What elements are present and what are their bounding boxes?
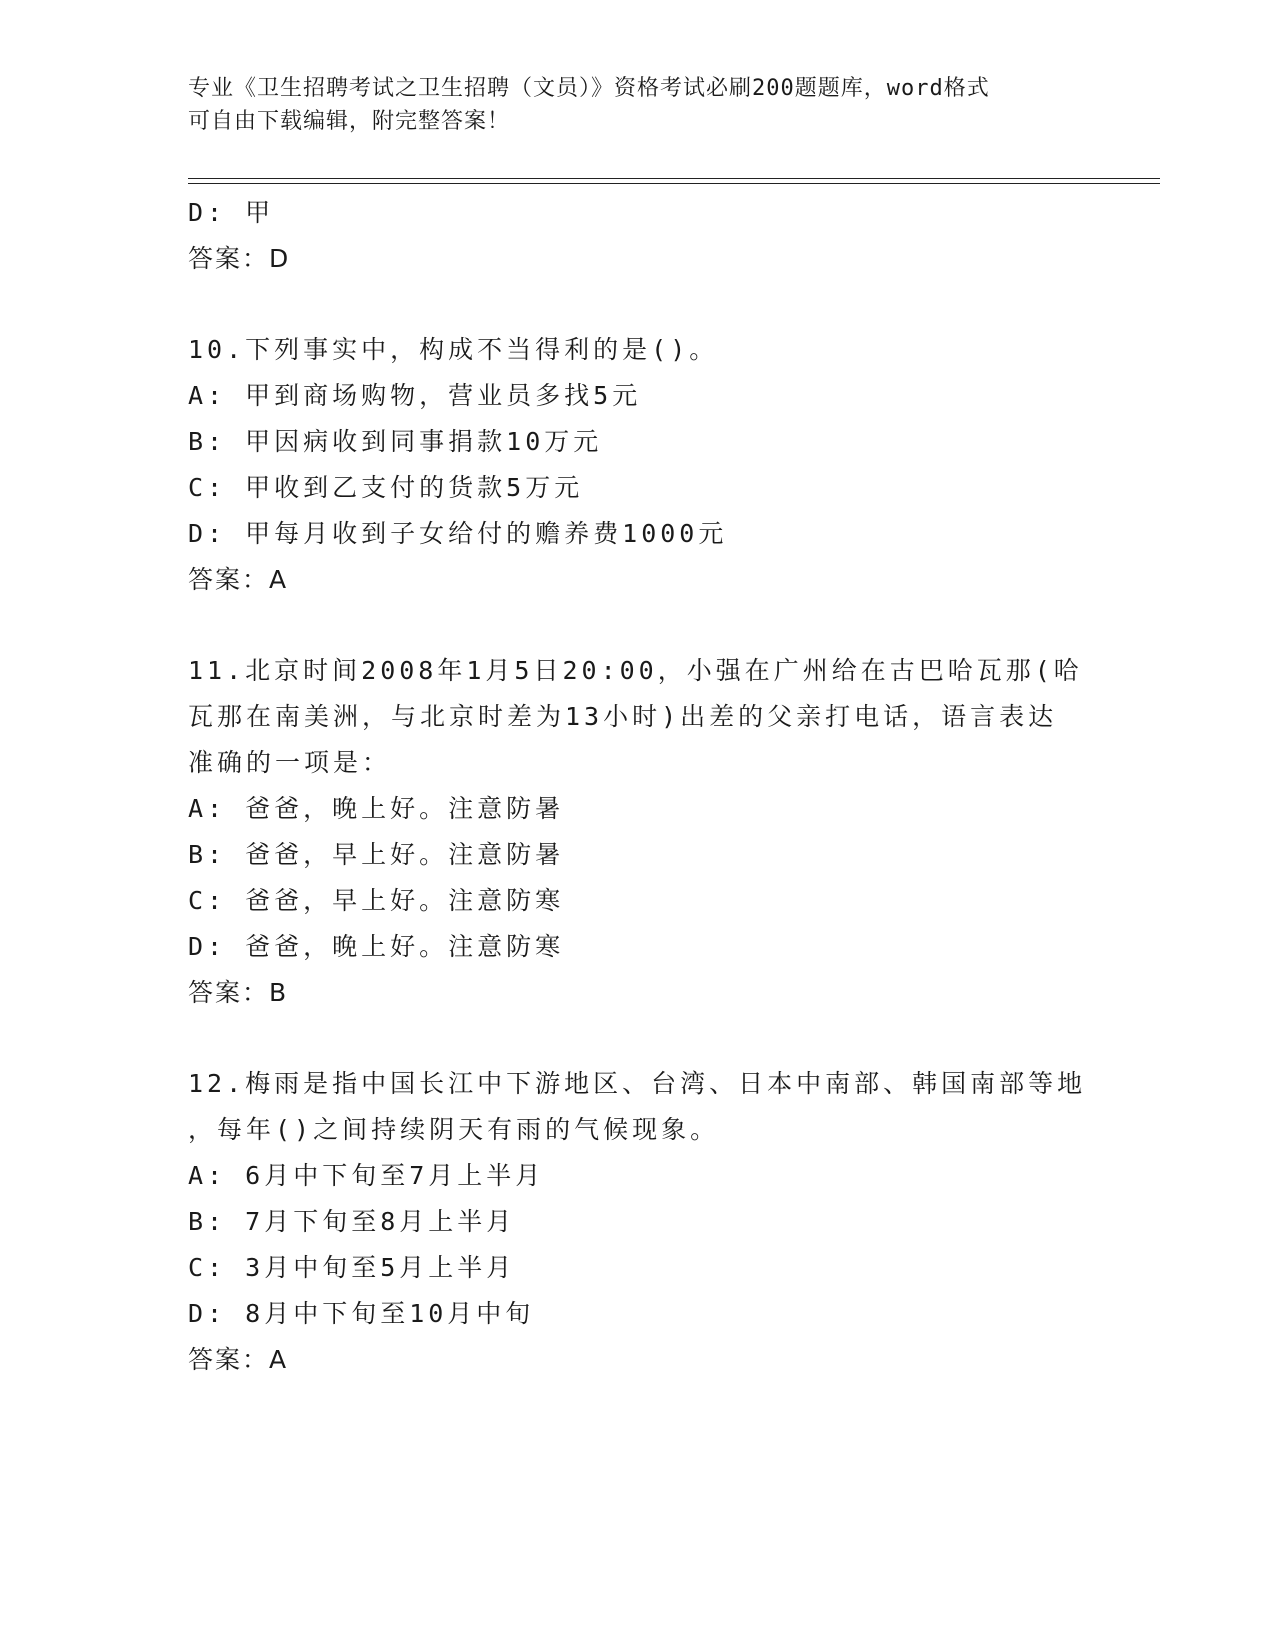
spacer [188, 282, 1088, 327]
option-a: A: 爸爸，晚上好。注意防暑 [188, 794, 565, 823]
question-text: 10.下列事实中，构成不当得利的是()。 [188, 335, 719, 364]
prev-option-d: D: 甲 [188, 198, 275, 227]
option-c: C: 爸爸，早上好。注意防寒 [188, 886, 565, 915]
header-line-1: 专业《卫生招聘考试之卫生招聘（文员）》资格考试必刷200题题库，word格式 [188, 76, 990, 101]
option-b: B: 爸爸，早上好。注意防暑 [188, 840, 565, 869]
question-text: 瓦那在南美洲，与北京时差为13小时)出差的父亲打电话，语言表达 [188, 702, 1058, 731]
option-d: D: 甲每月收到子女给付的赡养费1000元 [188, 519, 728, 548]
option-d: D: 8月中下旬至10月中旬 [188, 1299, 535, 1328]
header-double-rule [188, 178, 1160, 184]
answer: 答案：A [188, 565, 289, 594]
question-text: 11.北京时间2008年1月5日20:00，小强在广州给在古巴哈瓦那(哈 [188, 656, 1083, 685]
header-line-2: 可自由下载编辑，附完整答案！ [188, 109, 511, 134]
option-d: D: 爸爸，晚上好。注意防寒 [188, 932, 565, 961]
question-text: ，每年()之间持续阴天有雨的气候现象。 [188, 1115, 720, 1144]
document-body [188, 190, 1088, 1383]
question-12 [188, 1061, 1088, 1383]
question-text: 准确的一项是： [188, 748, 392, 777]
option-c: C: 3月中旬至5月上半月 [188, 1253, 516, 1282]
question-11 [188, 648, 1088, 1016]
prev-answer: 答案：D [188, 244, 291, 273]
option-c: C: 甲收到乙支付的货款5万元 [188, 473, 584, 502]
page-header [188, 72, 1088, 138]
answer: 答案：B [188, 978, 289, 1007]
question-text: 12.梅雨是指中国长江中下游地区、台湾、日本中南部、韩国南部等地 [188, 1069, 1087, 1098]
spacer [188, 1016, 1088, 1061]
answer: 答案：A [188, 1345, 289, 1374]
option-a: A: 6月中下旬至7月上半月 [188, 1161, 545, 1190]
option-b: B: 7月下旬至8月上半月 [188, 1207, 516, 1236]
question-10 [188, 327, 1088, 603]
spacer [188, 603, 1088, 648]
option-b: B: 甲因病收到同事捐款10万元 [188, 427, 603, 456]
option-a: A: 甲到商场购物，营业员多找5元 [188, 381, 642, 410]
